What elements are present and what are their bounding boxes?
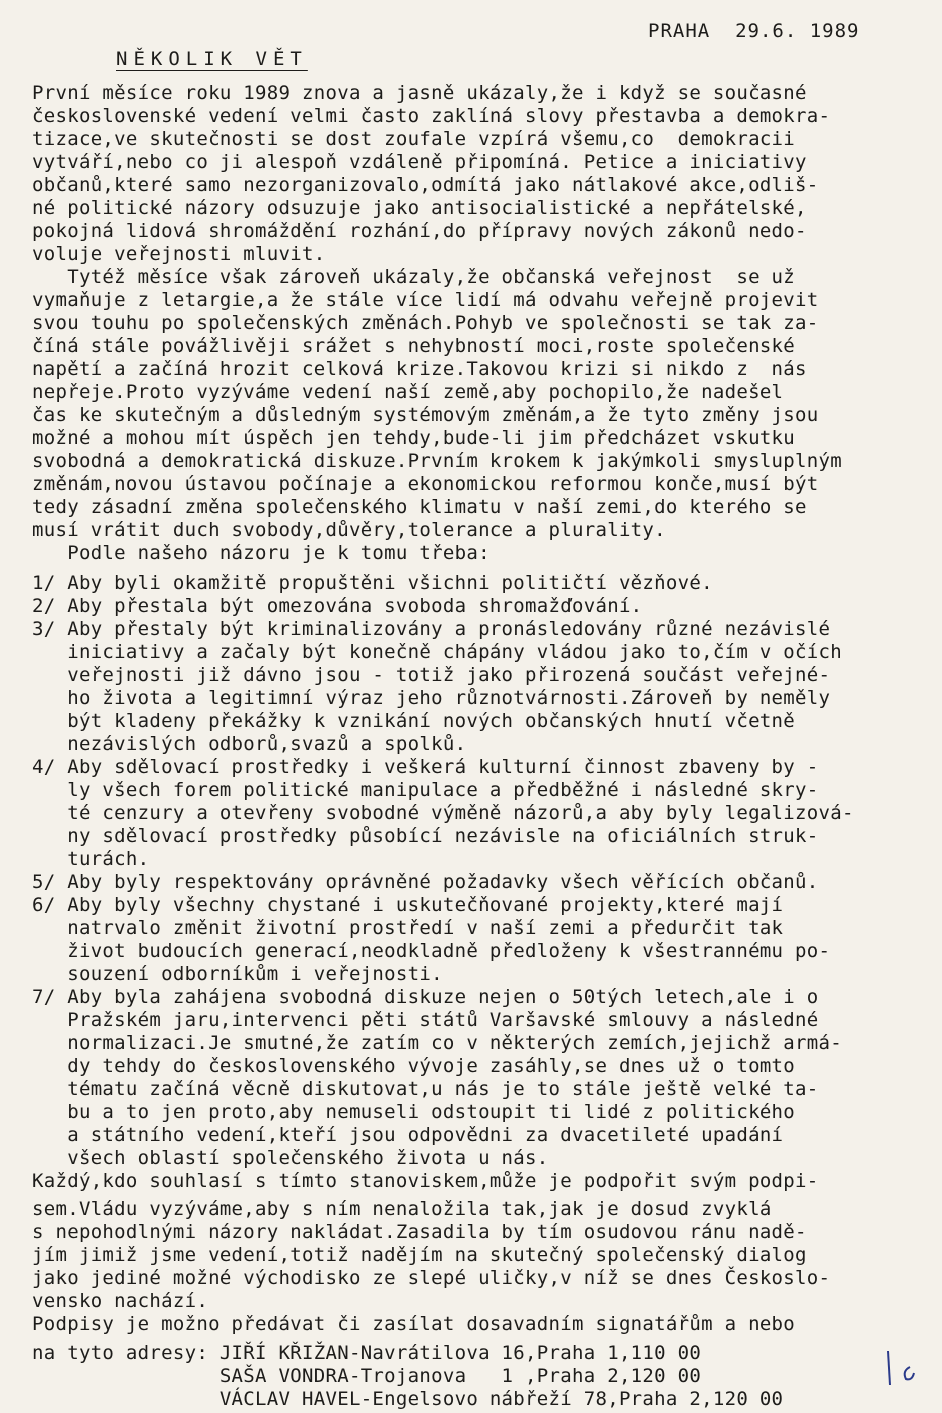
text-line: Tytéž měsíce však zároveň ukázaly,že občanská veřejnost se už — [32, 266, 796, 288]
place-date: PRAHA 29.6. 1989 — [648, 20, 860, 42]
handwritten-mark-icon — [880, 1345, 930, 1405]
list-item: 5/ Aby byly respektovány oprávněné požadavky všech věřících občanů. — [32, 871, 819, 893]
list-item: život budoucích generací,neodkladně předloženy k všestrannému po- — [32, 940, 831, 962]
list-item: turách. — [32, 848, 150, 870]
list-item: souzení odborníkům i veřejnosti. — [32, 963, 443, 985]
text-line: První měsíce roku 1989 znova a jasně ukázaly,že i když se současné — [32, 82, 807, 104]
list-item: Pražském jaru,intervenci pěti států Varšavské smlouvy a následné — [32, 1009, 819, 1031]
text-line: možné a mohou mít úspěch jen tehdy,bude-li jim předcházet vskutku — [32, 427, 796, 449]
list-item: 2/ Aby přestala být omezována svoboda shromažďování. — [32, 595, 643, 617]
list-item: být kladeny překážky k vznikání nových občanských hnutí včetně — [32, 710, 796, 732]
text-line: jako jediné možné východisko ze slepé uličky,v níž se dnes Českoslo- — [32, 1267, 831, 1289]
text-line: čas ke skutečným a důsledným systémovým změnám,a že tyto změny jsou — [32, 404, 819, 426]
text-line: Podle našeho názoru je k tomu třeba: — [32, 542, 490, 564]
list-item: ny sdělovací prostředky působící nezávisle na oficiálních struk- — [32, 825, 819, 847]
text-line: Podpisy je možno předávat či zasílat dosavadním signatářům a nebo — [32, 1313, 796, 1335]
text-line: pokojná lidová shromáždění rozhání,do přípravy nových zákonů nedo- — [32, 220, 807, 242]
text-line: napětí a začíná hrozit celková krize.Takovou krizi si nikdo z nás — [32, 358, 807, 380]
list-item: natrvalo změnit životní prostředí v naší zemi a předurčit tak — [32, 917, 784, 939]
list-item: 3/ Aby přestaly být kriminalizovány a pronásledovány různé nezávislé — [32, 618, 831, 640]
list-item: dy tehdy do československého vývoje zasáhly,se dnes už o tomto — [32, 1055, 796, 1077]
list-item: a státního vedení,kteří jsou odpovědni za dvacetileté upadání — [32, 1124, 784, 1146]
text-line: voluje veřejnosti mluvit. — [32, 243, 326, 265]
text-line: na tyto adresy: JIŘÍ KŘIŽAN-Navrátilova 16,Praha 1,110 00 — [32, 1342, 702, 1364]
list-item: nezávislých odborů,svazů a spolků. — [32, 733, 467, 755]
text-line: nepřeje.Proto vyzýváme vedení naší země,aby pochopilo,že nadešel — [32, 381, 784, 403]
list-item: veřejnosti již dávno jsou - totiž jako přirozená součást veřejné- — [32, 664, 831, 686]
list-item: všech oblastí společenského života u nás. — [32, 1147, 549, 1169]
list-item: 4/ Aby sdělovací prostředky i veškerá kulturní činnost zbaveny by - — [32, 756, 819, 778]
text-line: změnám,novou ústavou počínaje a ekonomickou reformou konče,musí být — [32, 473, 819, 495]
text-line: občanů,které samo nezorganizovalo,odmítá jako nátlakové akce,odliš- — [32, 174, 819, 196]
text-line: musí vrátit duch svobody,důvěry,tolerance a plurality. — [32, 519, 666, 541]
text-line: jím jimiž jsme vedení,totiž nadějím na skutečný společenský dialog — [32, 1244, 807, 1266]
list-item: 6/ Aby byly všechny chystané i uskutečňované projekty,které mají — [32, 894, 784, 916]
text-line: československé vedení velmi často zaklíná slovy přestavba a demokra- — [32, 105, 831, 127]
text-line: číná stále povážlivěji srážet s nehybností moci,roste společenské — [32, 335, 796, 357]
list-item: té cenzury a otevřeny svobodné výměně názorů,a aby byly legalizová- — [32, 802, 854, 824]
document-title: NĚKOLIK VĚT — [116, 48, 308, 70]
list-item: ho života a legitimní výraz jeho různotvárnosti.Zároveň by neměly — [32, 687, 831, 709]
text-line: vymaňuje z letargie,a že stále více lidí má odvahu veřejně projevit — [32, 289, 819, 311]
list-item: 1/ Aby byli okamžitě propuštěni všichni političtí vězňové. — [32, 572, 713, 594]
address-line: VÁCLAV HAVEL-Engelsovo nábřeží 78,Praha 2,120 00 — [32, 1388, 784, 1410]
text-line: vensko nachází. — [32, 1290, 209, 1312]
list-item: normalizaci.Je smutné,že zatím co v některých zemích,jejichž armá- — [32, 1032, 842, 1054]
text-line: tedy zásadní změna společenského klimatu v naší zemi,do kterého se — [32, 496, 807, 518]
address-line: SAŠA VONDRA-Trojanova 1 ,Praha 2,120 00 — [32, 1365, 702, 1387]
list-item: ly všech forem politické manipulace a předběžné i následné skry- — [32, 779, 819, 801]
text-line: svobodná a demokratická diskuze.Prvním krokem k jakýmkoli smysluplným — [32, 450, 842, 472]
list-item: 7/ Aby byla zahájena svobodná diskuze nejen o 50tých letech,ale i o — [32, 986, 819, 1008]
list-item: tématu začíná věcně diskutovat,u nás je to stále ještě velké ta- — [32, 1078, 819, 1100]
text-line: tizace,ve skutečnosti se dost zoufale vzpírá všemu,co demokracii — [32, 128, 796, 150]
text-line: s nepohodlnými názory nakládat.Zasadila by tím osudovou ránu nadě- — [32, 1221, 807, 1243]
text-line: né politické názory odsuzuje jako antisocialistické a nepřátelské, — [32, 197, 807, 219]
text-line: vytváří,nebo co ji alespoň vzdáleně připomíná. Petice a iniciativy — [32, 151, 807, 173]
text-line: svou touhu po společenských změnách.Pohyb ve společnosti se tak za- — [32, 312, 819, 334]
list-item: Každý,kdo souhlasí s tímto stanoviskem,může je podpořit svým podpi- — [32, 1170, 819, 1192]
list-item: bu a to jen proto,aby nemuseli odstoupit ti lidé z politického — [32, 1101, 796, 1123]
text-line: sem.Vládu vyzýváme,aby s ním nenaložila tak,jak je dosud zvyklá — [32, 1198, 772, 1220]
list-item: iniciativy a začaly být konečně chápány vládou jako to,čím v očích — [32, 641, 842, 663]
